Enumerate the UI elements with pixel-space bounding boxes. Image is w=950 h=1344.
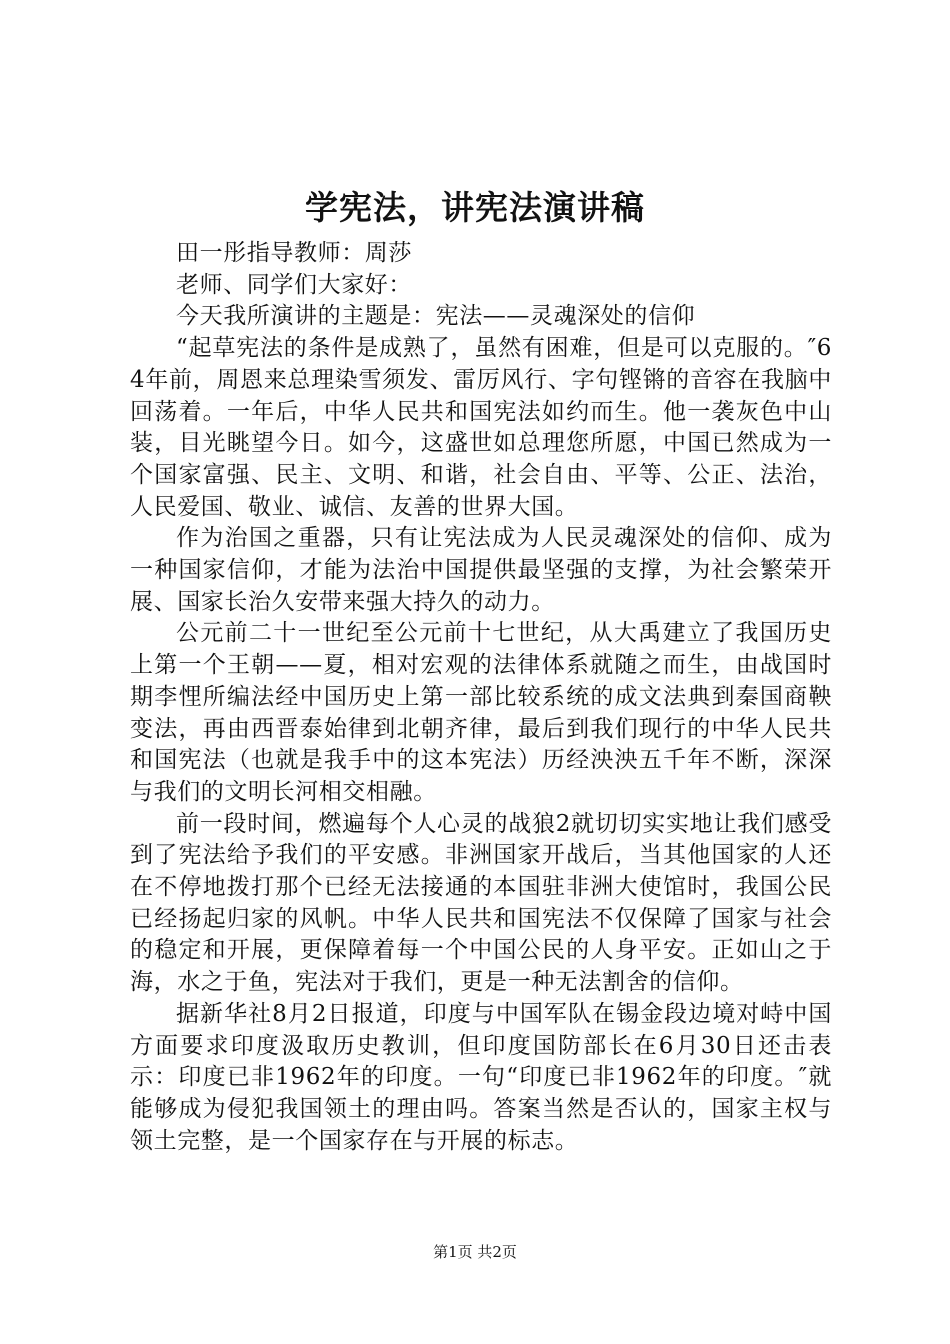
greeting-line: 老师、同学们大家好：: [176, 271, 412, 298]
body-paragraph: 前一段时间，燃遍每个人心灵的战狼2就切切实实地让我们感受到了宪法给予我们的平安感。非洲国家开战后，当其他国家的人还在不停地拨打那个已经无法接通的本国驻非洲大使馆时，我国公民已经扬起归家的风帆。中华人民共和国宪法不仅保障了国家与社会的稳定和开展，更保障着每一个中国公民的人身平安。正如山之于海，水之于鱼，宪法对于我们，更是一种无法割舍的信仰。: [130, 810, 832, 996]
body-paragraph: 作为治国之重器，只有让宪法成为人民灵魂深处的信仰、成为一种国家信仰，才能为法治中国提供最坚强的支撑，为社会繁荣开展、国家长治久安带来强大持久的动力。: [130, 525, 832, 615]
page-number-footer: 第1页 共2页: [433, 1243, 517, 1261]
document-title: 学宪法，讲宪法演讲稿: [305, 188, 645, 227]
document-body: [130, 238, 832, 1157]
body-paragraph: “起草宪法的条件是成熟了，虽然有困难，但是可以克服的。″64年前，周恩来总理染雪须发、雷厉风行、字句铿锵的音容在我脑中回荡着。一年后，中华人民共和国宪法如约而生。他一袭灰色中山装，目光眺望今日。如今，这盛世如总理您所愿，中国已然成为一个国家富强、民主、文明、和谐，社会自由、平等、公正、法治，人民爱国、敬业、诚信、友善的世界大国。: [130, 335, 832, 520]
body-paragraph: 据新华社8月2日报道，印度与中国军队在锡金段边境对峙中国方面要求印度汲取历史教训，但印度国防部长在6月30日还击表示：印度已非1962年的印度。一句“印度已非1962年的印度。″就能够成为侵犯我国领土的理由吗。答案当然是否认的，国家主权与领土完整，是一个国家存在与开展的标志。: [130, 1000, 832, 1154]
author-line: 田一彤指导教师：周莎: [176, 240, 412, 266]
theme-line: 今天我所演讲的主题是：宪法——灵魂深处的信仰: [176, 303, 696, 330]
body-paragraph: 公元前二十一世纪至公元前十七世纪，从大禹建立了我国历史上第一个王朝——夏，相对宏观的法律体系就随之而生，由战国时期李悝所编法经中国历史上第一部比较系统的成文法典到秦国商鞅变法，再由西晋泰始律到北朝齐律，最后到我们现行的中华人民共和国宪法（也就是我手中的这本宪法）历经泱泱五千年不断，深深与我们的文明长河相交相融。: [130, 620, 832, 805]
